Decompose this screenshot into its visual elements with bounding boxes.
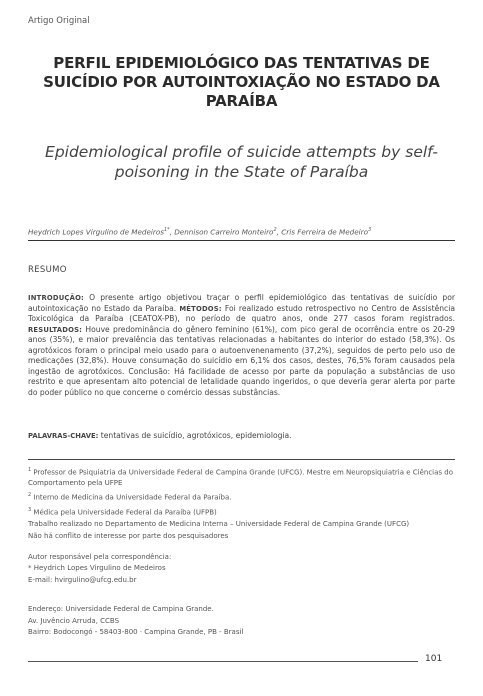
address-line-1: Endereço: Universidade Federal de Campina Grande. xyxy=(28,605,214,613)
article-title-portuguese: PERFIL EPIDEMIOLÓGICO DAS TENTATIVAS DE SUICÍDIO POR AUTOINTOXIAÇÃO NO ESTADO DA PARAÍBA xyxy=(43,54,440,110)
author-3-affiliation-mark: 3 xyxy=(367,227,372,233)
footnote-mark: 2 xyxy=(28,492,32,499)
footnotes xyxy=(28,465,455,544)
author-2: Dennison Carreiro Monteiro xyxy=(174,227,274,237)
footer-divider xyxy=(28,661,418,662)
address-line-2: Av. Juvêncio Arruda, CCBS xyxy=(28,616,120,625)
footnote xyxy=(28,465,455,489)
correspondence-block xyxy=(28,552,171,586)
keywords-text: tentativas de suicídio, agrotóxicos, epidemiologia. xyxy=(98,431,292,440)
section-label: Artigo Original xyxy=(28,16,90,26)
footnote-text: Não há conflito de interesse por parte dos pesquisadores xyxy=(28,532,229,541)
author-3: Cris Ferreira de Medeiro xyxy=(281,227,368,237)
author-1-affiliation-mark: 1* xyxy=(164,227,170,233)
footnote xyxy=(28,519,455,530)
address-block xyxy=(28,604,243,639)
results-label: RESULTADOS: xyxy=(28,325,83,334)
author-separator: , xyxy=(276,227,282,237)
footnotes-divider xyxy=(28,459,455,460)
page-number: 101 xyxy=(425,654,443,664)
article-title-english: Epidemiological profile of suicide attempts by self-poisoning in the State of Paraíba xyxy=(45,143,438,181)
footnote xyxy=(28,531,455,542)
address-line-3: Bairro: Bodocongó - 58403-800 · Campina Grande, PB - Brasil xyxy=(28,628,244,637)
correspondence-heading: Autor responsável pela correspondência: xyxy=(28,553,172,561)
keywords-label: PALAVRAS-CHAVE: xyxy=(28,432,99,440)
footnote xyxy=(28,505,455,518)
abstract-body xyxy=(28,293,455,398)
footnote-text: Trabalho realizado no Departamento de Medicina Interna – Universidade Federal de Campina Grande (UFCG) xyxy=(28,520,410,529)
intro-text: O presente artigo objetivou traçar o perfil epidemiológico das tentativas de suicídio por autointoxicação no Estado da Paraíba. xyxy=(28,293,455,313)
author-1: Heydrich Lopes Virgulino de Medeiros xyxy=(28,227,164,237)
footnote-mark: 3 xyxy=(28,506,32,513)
footnote-mark: 1 xyxy=(28,467,32,473)
methods-label: MÉTODOS: xyxy=(179,304,222,313)
correspondence-name: * Heydrich Lopes Virgulino de Medeiros xyxy=(28,564,166,573)
intro-label: INTRODUÇÃO: xyxy=(28,294,84,302)
footnote xyxy=(28,490,455,503)
correspondence-email: E-mail: hvirgulino@ufcg.edu.br xyxy=(28,575,137,584)
footnote-text: Interno de Medicina da Universidade Federal da Paraíba. xyxy=(31,493,232,502)
author-list xyxy=(28,227,455,241)
author-separator: , xyxy=(169,227,175,237)
footnote-text: Médica pela Universidade Federal da Paraíba (UFPB) xyxy=(31,507,217,516)
results-text: Houve predominância do gênero feminino (61%), com pico geral de ocorrência entre os 20-29 anos (35%), e maior prevalência das tentativas relacionadas a habitantes do interior do estado (58,3%). Os agrotóxicos foram o principal meio usado para o autoenvenenamento (37,2%), seguidos de perto pelo uso de medicações (32,8%). Houve consumação do suicídio em 6,1% dos casos, destes, 76,5% foram causados pela ingestão de agrotóxicos. Conclusão: Há facilidade de acesso por parte da população a substâncias de uso restrito e que apresentam alto potencial de letalidade quando ingeridos, o que deveria gerar alerta por parte do poder público no que concerne o comércio dessas substâncias. xyxy=(28,324,455,397)
footnote-text: Professor de Psiquiatria da Universidade Federal de Campina Grande (UFCG). Mestre em Neuropsiquiatria e Ciências do Comportamento pela UFPE xyxy=(28,468,453,487)
methods-text: Foi realizado estudo retrospectivo no Centro de Assistência Toxicológica da Paraíba (CEATOX-PB), no período de quatro anos, onde 277 casos foram registrados. xyxy=(28,303,455,323)
abstract-heading: RESUMO xyxy=(28,265,67,275)
keywords xyxy=(28,431,455,442)
author-2-affiliation-mark: 2 xyxy=(273,227,277,233)
